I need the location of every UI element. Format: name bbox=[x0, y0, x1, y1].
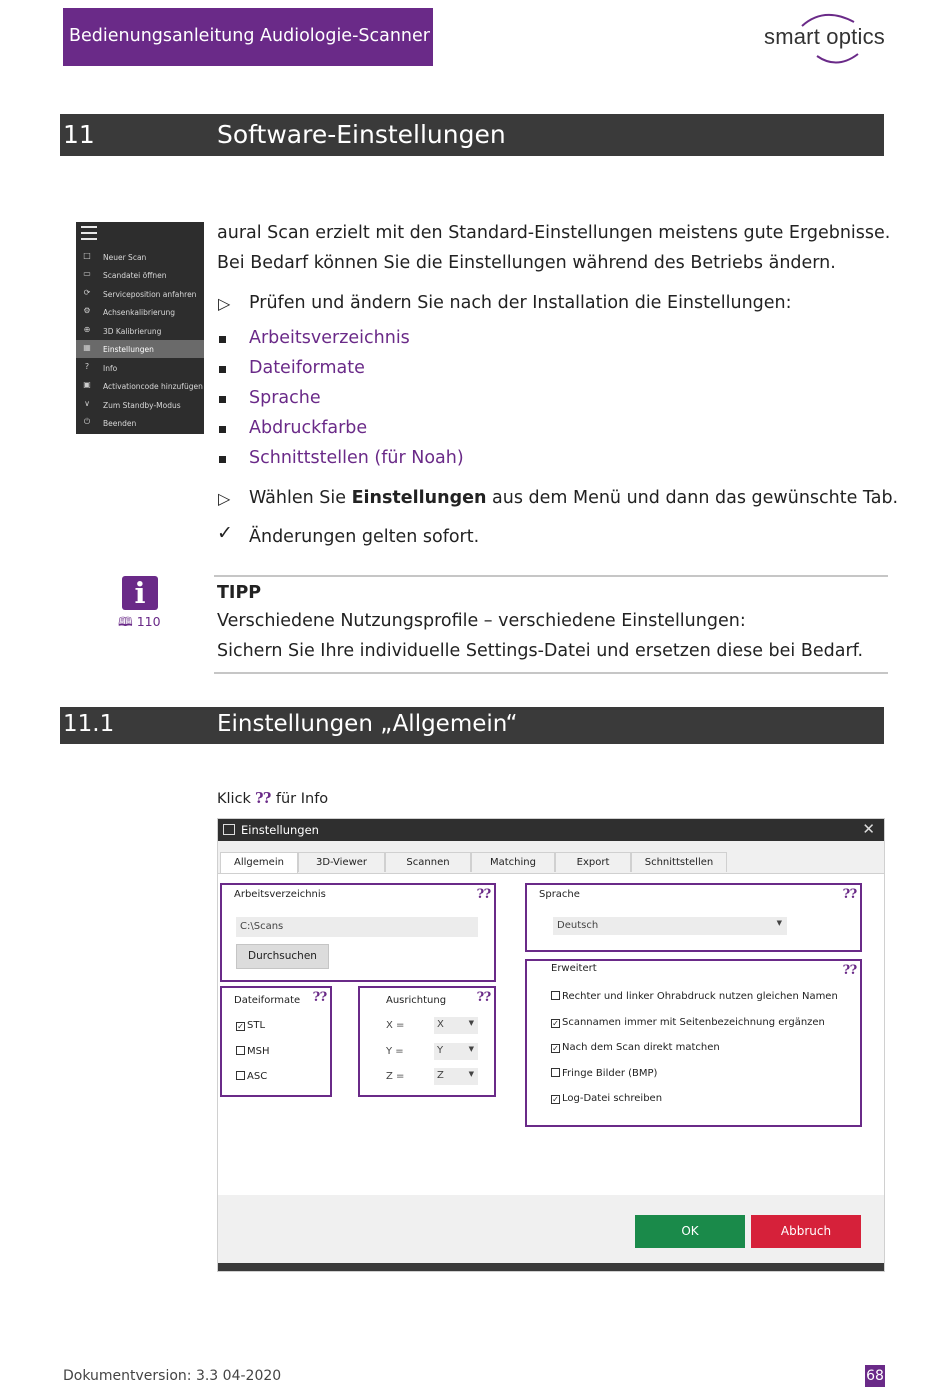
axis-z-label: Z = bbox=[386, 1071, 405, 1082]
cancel-button[interactable]: Abbruch bbox=[751, 1215, 861, 1248]
bullet-icon bbox=[219, 336, 226, 343]
bullet-icon bbox=[219, 366, 226, 373]
menu-item-label: Achsenkalibrierung bbox=[103, 308, 176, 317]
checkbox-unchecked-icon bbox=[236, 1071, 245, 1080]
tip-rule-bottom bbox=[214, 672, 888, 674]
browse-button[interactable]: Durchsuchen bbox=[236, 944, 329, 969]
checkbox-seitenbezeichnung[interactable] bbox=[551, 1017, 825, 1028]
tab-schnittstellen[interactable]: Schnittstellen bbox=[631, 852, 727, 872]
help-icon[interactable]: ⁇ bbox=[842, 963, 858, 978]
lock-icon: ▣ bbox=[83, 380, 91, 389]
menu-item-label: Neuer Scan bbox=[103, 253, 147, 262]
axis-z-select[interactable] bbox=[434, 1068, 478, 1085]
info-icon: i bbox=[122, 576, 158, 610]
step-2-text bbox=[249, 488, 898, 508]
gear-icon: ⚙ bbox=[83, 306, 91, 315]
tab-allgemein[interactable]: Allgemein bbox=[220, 852, 298, 873]
settings-sliders-icon: ▦ bbox=[83, 343, 91, 352]
language-select[interactable] bbox=[553, 917, 787, 935]
intro-line-1: aural Scan erzielt mit den Standard-Einstellungen meistens gute Ergebnisse. bbox=[217, 223, 891, 243]
checkbox-label: Nach dem Scan direkt matchen bbox=[562, 1042, 720, 1053]
menu-item-serviceposition[interactable] bbox=[76, 285, 204, 303]
checkbox-direkt-matchen[interactable] bbox=[551, 1042, 720, 1053]
book-reference-page: 110 bbox=[136, 614, 161, 629]
section-number: 11 bbox=[63, 120, 95, 149]
axis-x-label: X = bbox=[386, 1020, 405, 1031]
group-erweitert bbox=[525, 959, 862, 1127]
folder-icon: ▭ bbox=[83, 269, 91, 278]
document-version: Dokumentversion: 3.3 04-2020 bbox=[63, 1368, 282, 1384]
refresh-icon: ⟳ bbox=[83, 288, 91, 297]
menu-item-activationcode[interactable] bbox=[76, 377, 204, 395]
group-arbeitsverzeichnis bbox=[220, 883, 496, 982]
dropdown-arrow-icon: ▼ bbox=[776, 919, 782, 927]
menu-item-beenden[interactable] bbox=[76, 414, 204, 432]
checkbox-gleicher-name[interactable] bbox=[551, 991, 838, 1002]
checkbox-log-datei[interactable] bbox=[551, 1093, 662, 1104]
book-reference[interactable] bbox=[118, 613, 161, 634]
group-ausrichtung bbox=[358, 986, 496, 1097]
subsection-heading bbox=[60, 707, 884, 744]
checkbox-label: Log-Datei schreiben bbox=[562, 1093, 663, 1104]
dropdown-arrow-icon: ▼ bbox=[468, 1019, 474, 1027]
crosshair-icon: ⊕ bbox=[83, 325, 91, 334]
link-sprache[interactable]: Sprache bbox=[249, 388, 321, 408]
group-title: Ausrichtung bbox=[386, 995, 447, 1006]
subsection-number: 11.1 bbox=[63, 711, 115, 737]
tip-line-1: Verschiedene Nutzungsprofile – verschiedene Einstellungen: bbox=[217, 611, 746, 631]
checkbox-unchecked-icon bbox=[236, 1046, 245, 1055]
group-title: Dateiformate bbox=[234, 995, 301, 1006]
tip-line-2: Sichern Sie Ihre individuelle Settings-Datei und ersetzen diese bei Bedarf. bbox=[217, 641, 864, 661]
menu-item-label: 3D Kalibrierung bbox=[103, 327, 162, 336]
help-icon[interactable]: ⁇ bbox=[842, 887, 858, 902]
menu-item-neuer-scan[interactable] bbox=[76, 248, 204, 266]
tab-panel-allgemein bbox=[218, 873, 884, 1195]
menu-item-einstellungen[interactable] bbox=[76, 340, 204, 358]
settings-sliders-icon bbox=[223, 824, 235, 835]
step-2-post: aus dem Menü und dann das gewünschte Tab. bbox=[486, 488, 899, 508]
logo-text: smart optics bbox=[764, 24, 885, 49]
step-arrow-icon: ▷ bbox=[218, 489, 231, 508]
checkbox-checked-icon: ✓ bbox=[552, 1044, 559, 1053]
checkbox-label: ASC bbox=[247, 1071, 268, 1082]
group-dateiformate bbox=[220, 986, 332, 1097]
step-1-text: Prüfen und ändern Sie nach der Installation die Einstellungen: bbox=[249, 293, 792, 313]
file-icon: □ bbox=[83, 251, 91, 260]
help-icon: ⁇ bbox=[255, 790, 272, 807]
menu-item-label: Zum Standby-Modus bbox=[103, 401, 181, 410]
step-2-pre: Wählen Sie bbox=[249, 488, 352, 508]
section-title: Software-Einstellungen bbox=[217, 120, 506, 149]
tip-rule-top bbox=[214, 575, 888, 577]
dialog-bottom-bar bbox=[218, 1263, 884, 1271]
checkbox-label: MSH bbox=[247, 1046, 270, 1057]
checkbox-checked-icon: ✓ bbox=[552, 1095, 559, 1104]
menu-item-achsenkalibrierung[interactable] bbox=[76, 303, 204, 321]
group-title: Arbeitsverzeichnis bbox=[234, 889, 326, 900]
help-icon[interactable]: ⁇ bbox=[476, 990, 492, 1005]
menu-item-info[interactable] bbox=[76, 359, 204, 377]
checkbox-unchecked-icon bbox=[551, 1068, 560, 1077]
close-icon[interactable]: ✕ bbox=[862, 820, 875, 838]
tab-3d-viewer[interactable]: 3D-Viewer bbox=[298, 852, 385, 872]
smart-optics-logo bbox=[762, 10, 886, 68]
link-abdruckfarbe[interactable]: Abdruckfarbe bbox=[249, 418, 368, 438]
dialog-titlebar bbox=[218, 819, 884, 841]
section-heading bbox=[60, 114, 884, 156]
bullet-icon bbox=[219, 456, 226, 463]
header-title: Bedienungsanleitung Audiologie-Scanner bbox=[63, 8, 433, 66]
menu-item-label: Einstellungen bbox=[103, 345, 154, 354]
menu-item-label: Beenden bbox=[103, 419, 137, 428]
checkbox-label: Scannamen immer mit Seitenbezeichnung ergänzen bbox=[562, 1017, 825, 1028]
checkbox-fringe-bilder[interactable] bbox=[551, 1068, 657, 1079]
menu-item-standby[interactable] bbox=[76, 396, 204, 414]
axis-y-value: Y bbox=[437, 1045, 444, 1056]
link-schnittstellen[interactable]: Schnittstellen (für Noah) bbox=[249, 448, 464, 468]
checkbox-stl[interactable] bbox=[236, 1020, 265, 1031]
step-2-bold: Einstellungen bbox=[351, 488, 487, 508]
axis-y-label: Y = bbox=[386, 1046, 404, 1057]
menu-item-3d-kalibrierung[interactable] bbox=[76, 322, 204, 340]
dropdown-arrow-icon: ▼ bbox=[468, 1070, 474, 1078]
step-arrow-icon: ▷ bbox=[218, 294, 231, 313]
checkbox-label: STL bbox=[247, 1020, 266, 1031]
checkbox-label: Rechter und linker Ohrabdruck nutzen gleichen Namen bbox=[562, 991, 838, 1002]
checkbox-unchecked-icon bbox=[551, 991, 560, 1000]
checkbox-checked-icon: ✓ bbox=[552, 1019, 559, 1028]
app-menu-screenshot bbox=[76, 222, 204, 434]
axis-x-value: X bbox=[437, 1019, 444, 1030]
subsection-title: Einstellungen „Allgemein“ bbox=[217, 711, 518, 737]
link-dateiformate[interactable]: Dateiformate bbox=[249, 358, 365, 378]
standby-chevrons-icon: ∨ bbox=[84, 399, 90, 408]
group-title: Erweitert bbox=[551, 963, 597, 974]
menu-item-label: Scandatei öffnen bbox=[103, 271, 167, 280]
checkbox-msh[interactable] bbox=[236, 1046, 270, 1057]
checkmark-icon: ✓ bbox=[217, 522, 233, 544]
path-input[interactable]: C:\Scans bbox=[236, 917, 478, 937]
bullet-icon bbox=[219, 396, 226, 403]
menu-item-label: Activationcode hinzufügen bbox=[103, 382, 203, 391]
klick-pre: Klick bbox=[217, 791, 251, 807]
checkbox-checked-icon: ✓ bbox=[237, 1022, 244, 1031]
tip-heading: TIPP bbox=[217, 583, 262, 603]
help-icon[interactable]: ⁇ bbox=[312, 990, 328, 1005]
klick-post: für Info bbox=[275, 791, 329, 807]
book-icon: 🕮 bbox=[118, 614, 133, 629]
menu-item-scandatei-oeffnen[interactable] bbox=[76, 266, 204, 284]
bullet-icon bbox=[219, 426, 226, 433]
result-text: Änderungen gelten sofort. bbox=[249, 527, 480, 547]
ok-button[interactable]: OK bbox=[635, 1215, 745, 1248]
tab-matching[interactable]: Matching bbox=[471, 852, 555, 872]
checkbox-label: Fringe Bilder (BMP) bbox=[562, 1068, 658, 1079]
page-number: 68 bbox=[865, 1365, 885, 1387]
menu-item-label: Info bbox=[103, 364, 118, 373]
intro-line-2: Bei Bedarf können Sie die Einstellungen während des Betriebs ändern. bbox=[217, 253, 836, 273]
axis-y-select[interactable] bbox=[434, 1043, 478, 1060]
group-sprache bbox=[525, 883, 862, 952]
question-icon: ? bbox=[84, 362, 90, 371]
axis-z-value: Z bbox=[437, 1070, 444, 1081]
menu-item-label: Serviceposition anfahren bbox=[103, 290, 197, 299]
hamburger-icon[interactable] bbox=[81, 226, 97, 244]
dropdown-arrow-icon: ▼ bbox=[468, 1045, 474, 1053]
settings-dialog bbox=[217, 818, 885, 1272]
group-title: Sprache bbox=[539, 889, 580, 900]
klick-info-hint bbox=[217, 790, 328, 807]
checkbox-asc[interactable] bbox=[236, 1071, 267, 1082]
help-icon[interactable]: ⁇ bbox=[476, 887, 492, 902]
link-arbeitsverzeichnis[interactable]: Arbeitsverzeichnis bbox=[249, 328, 410, 348]
language-value: Deutsch bbox=[557, 920, 599, 931]
axis-x-select[interactable] bbox=[434, 1017, 478, 1034]
power-icon: ⏻ bbox=[83, 417, 91, 426]
tab-scannen[interactable]: Scannen bbox=[385, 852, 471, 872]
tab-export[interactable]: Export bbox=[555, 852, 631, 872]
dialog-title: Einstellungen bbox=[241, 823, 319, 837]
